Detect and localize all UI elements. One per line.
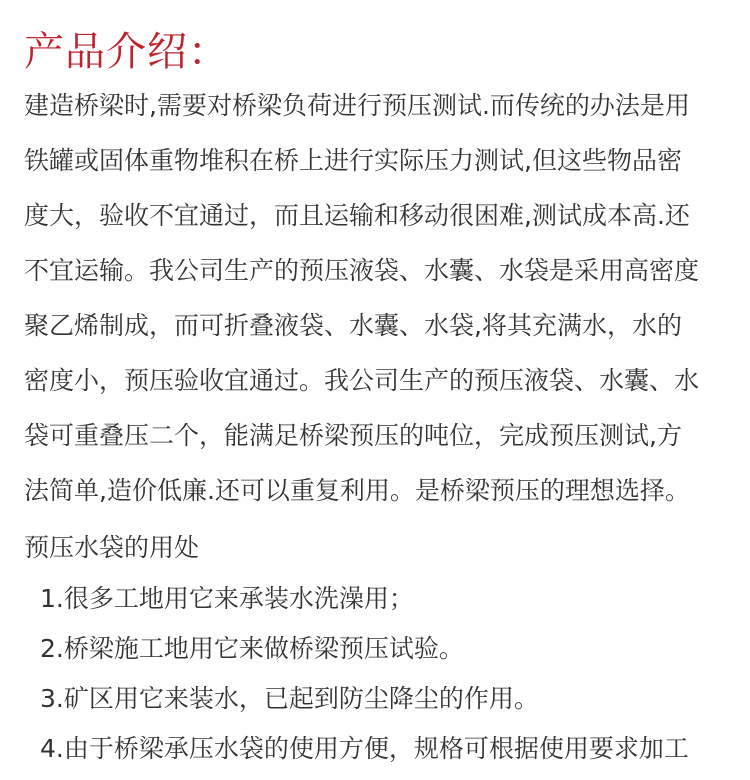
- intro-line: 建造桥梁时,需要对桥梁负荷进行预压测试.而传统的办法是用: [24, 91, 690, 120]
- uses-heading: 预压水袋的用处: [24, 533, 200, 562]
- intro-line: 不宜运输。我公司生产的预压液袋、水囊、水袋是采用高密度: [24, 256, 700, 285]
- intro-line: 密度小，预压验收宜通过。我公司生产的预压液袋、水囊、水: [24, 366, 700, 395]
- intro-line: 袋可重叠压二个，能满足桥梁预压的吨位，完成预压测试,方: [24, 421, 682, 450]
- intro-line: 聚乙烯制成，而可折叠液袋、水囊、水袋,将其充满水，水的: [24, 311, 682, 340]
- intro-line: 铁罐或固体重物堆积在桥上进行实际压力测试,但这些物品密: [24, 146, 682, 175]
- uses-list-item: 1.很多工地用它来承装水洗澡用；: [40, 584, 414, 613]
- uses-list-item: 4.由于桥梁承压水袋的使用方便，规格可根据使用要求加工: [40, 734, 689, 763]
- uses-list-item: 3.矿区用它来装水，已起到防尘降尘的作用。: [40, 684, 539, 713]
- uses-list-item: 2.桥梁施工地用它来做桥梁预压试验。: [40, 634, 464, 663]
- uses-list: [40, 577, 740, 777]
- intro-line: 法简单,造价低廉.还可以重复利用。是桥梁预压的理想选择。: [24, 476, 690, 505]
- intro-paragraph: [24, 84, 730, 524]
- intro-line: 度大，验收不宜通过，而且运输和移动很困难,测试成本高.还: [24, 201, 690, 230]
- page-title: 产品介绍：: [24, 29, 229, 75]
